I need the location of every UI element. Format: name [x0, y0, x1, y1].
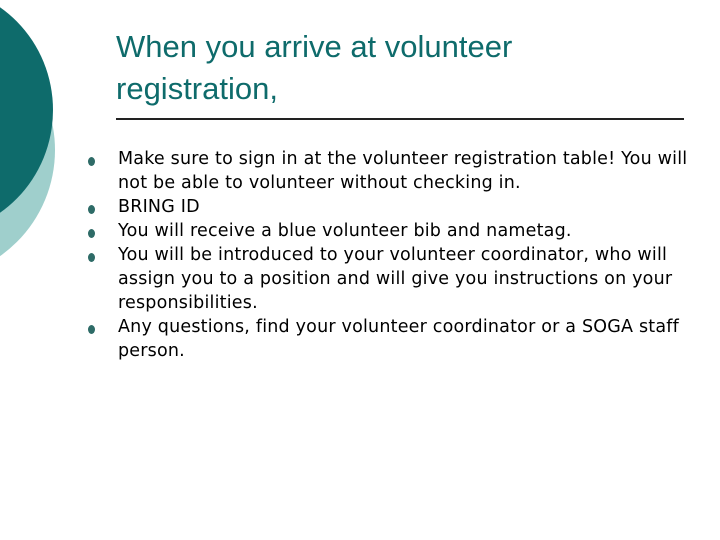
bullet-item [84, 195, 704, 219]
bullet-text: Make sure to sign in at the volunteer registration table! You will not be able to volunteer without checking in. [118, 149, 688, 193]
bullet-list [84, 147, 704, 363]
bullet-text: Any questions, find your volunteer coordinator or a SOGA staff person. [118, 317, 679, 361]
bullet-dot-icon [88, 157, 95, 166]
title-divider [116, 118, 684, 120]
bullet-text: BRING ID [118, 197, 200, 217]
bullet-dot-icon [88, 229, 95, 238]
bullet-dot-icon [88, 325, 95, 334]
bullet-text: You will receive a blue volunteer bib and nametag. [118, 221, 572, 241]
bullet-text: You will be introduced to your volunteer coordinator, who will assign you to a position and will give you instructions on your responsibilities. [118, 245, 673, 313]
bullet-dot-icon [88, 205, 95, 214]
bullet-dot-icon [88, 253, 95, 262]
bullet-item [84, 243, 704, 315]
bullet-item [84, 315, 704, 363]
bullet-item [84, 147, 704, 195]
slide-title: When you arrive at volunteer registration, [116, 29, 513, 106]
bullet-item [84, 219, 704, 243]
